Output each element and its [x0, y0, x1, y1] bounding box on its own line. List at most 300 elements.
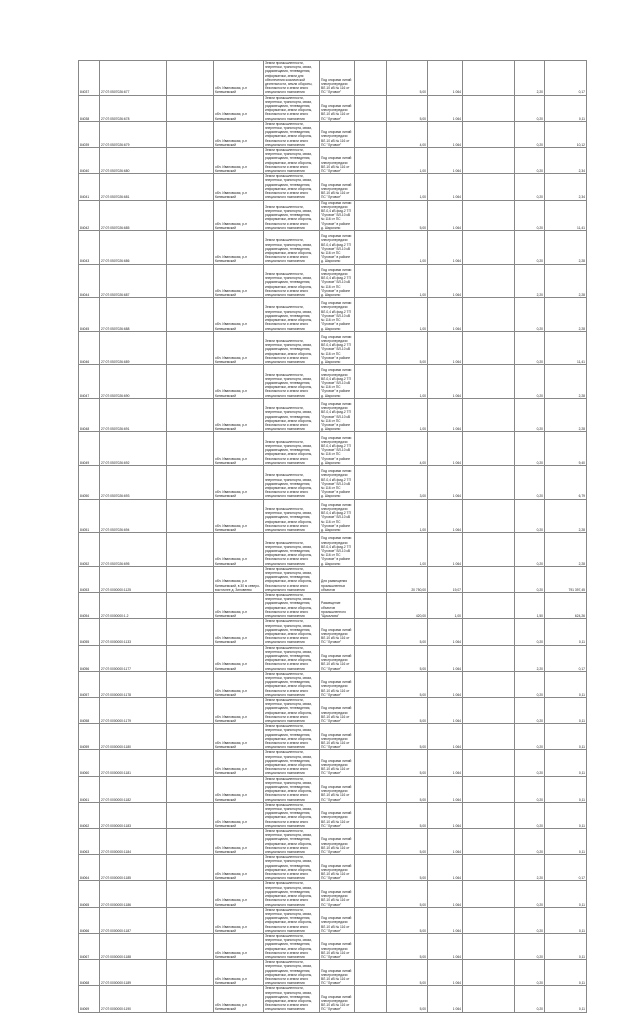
cell-empty	[355, 148, 387, 174]
cell-cad: 27:07:0507026:681	[100, 174, 167, 200]
cell-empty	[463, 148, 515, 174]
cell-loc: обл. Ивановская, р-н Кинешемский	[214, 61, 264, 96]
table-row	[79, 960, 587, 986]
cell-kad: 1 064	[428, 230, 463, 264]
cell-empty	[463, 697, 515, 723]
cell-cad: 27:07:0507026:689	[100, 331, 167, 365]
cell-kad: 1 064	[428, 174, 463, 200]
cell-use: Под опорами линии электропередачи ВЛ-0,4 кВ фид.2 ТП "Луговое" ВЛ-10 кВ № 116 от ПС "Луговое" в районе д. Шарохино	[320, 432, 355, 466]
cell-use: Под опорами линий электропередачи ВЛ-10 кВ № 116 от ПС "Луговое"	[320, 776, 355, 802]
cell-area: 20 750,00	[387, 566, 428, 592]
cell-loc: обл. Ивановская, р-н Кинешемский	[214, 960, 264, 986]
cell-rate: 0,20	[515, 95, 545, 121]
cell-loc: обл. Ивановская, р-н Кинешемский	[214, 398, 264, 432]
land-plots-table	[78, 60, 587, 1013]
cell-cat: Земли промышленности, энергетики, транспорта, связи, радиовещания, телевидения, информатики, земли обороны, безопасности и земли иного специального назначения	[264, 829, 320, 855]
cell-rate: 0,20	[515, 398, 545, 432]
cell-area: 5,00	[387, 933, 428, 959]
cell-empty	[167, 566, 214, 592]
cell-id: 84058	[79, 697, 100, 723]
cell-empty	[463, 960, 515, 986]
cell-empty	[463, 855, 515, 881]
cell-loc: обл. Ивановская, р-н Кинешемский, в 30 м северо-восточнее д. Зиновеево	[214, 566, 264, 592]
register-sheet	[78, 60, 585, 1013]
cell-cad: 27:07:0507026:688	[100, 298, 167, 332]
cell-empty	[167, 907, 214, 933]
cell-kad: 1 064	[428, 697, 463, 723]
cell-id: 84067	[79, 933, 100, 959]
cell-cad: 27:07:0507026:691	[100, 398, 167, 432]
cell-use: Под опорами линий электропередачи ВЛ-10 кВ № 116 от ПС "Луговое"	[320, 986, 355, 1012]
cell-kad: 1 064	[428, 61, 463, 96]
cell-empty	[355, 230, 387, 264]
cell-rate: 0,20	[515, 230, 545, 264]
cell-use: Под опорами линий электропередачи ВЛ-10 кВ № 116 от ПС "Луговое"	[320, 750, 355, 776]
cell-empty	[355, 907, 387, 933]
cell-loc: обл. Ивановская, р-н Кинешемский	[214, 298, 264, 332]
cell-empty	[463, 200, 515, 230]
cell-rate: 0,20	[515, 148, 545, 174]
table-row	[79, 881, 587, 907]
cell-cad: 27:07:0000000:1178	[100, 671, 167, 697]
cell-id: 84054	[79, 593, 100, 619]
cell-cat: Земли промышленности, энергетики, транспорта, связи, радиовещания, телевидения, информатики, земли для обеспечения космической деятельности, земли обороны, безопасности и земли иного специального назначения	[264, 61, 320, 96]
cell-rate: 2,20	[515, 855, 545, 881]
cell-loc: обл. Ивановская, р-н Кинешемский	[214, 174, 264, 200]
cell-area: 5,00	[387, 802, 428, 828]
cell-empty	[355, 432, 387, 466]
table-row	[79, 986, 587, 1012]
cell-use: Под опорами линий электропередачи ВЛ-10 кВ № 116 от ПС "Луговое"	[320, 960, 355, 986]
cell-empty	[167, 881, 214, 907]
cell-kad: 1 064	[428, 933, 463, 959]
cell-empty	[167, 174, 214, 200]
cell-cat: Земли промышленности, энергетики, транспорта, связи, радиовещания, телевидения, информатики, земли обороны, безопасности и земли иного специального назначения	[264, 499, 320, 533]
cell-loc: обл. Ивановская, р-н Кинешемский	[214, 148, 264, 174]
cell-area: 1,00	[387, 264, 428, 298]
cell-empty	[463, 986, 515, 1012]
cell-tax: 2,34	[545, 148, 587, 174]
cell-cad: 27:07:0507026:686	[100, 230, 167, 264]
cell-use: Под опорами линий электропередачи ВЛ-10 кВ № 116 от ПС "Луговое"	[320, 645, 355, 671]
cell-empty	[355, 697, 387, 723]
cell-tax: 2,28	[545, 264, 587, 298]
cell-empty	[463, 881, 515, 907]
cell-tax: 0,11	[545, 724, 587, 750]
cell-empty	[167, 230, 214, 264]
cell-use: Под опорами линий электропередачи ВЛ-10 кВ № 116 от ПС "Луговое"	[320, 881, 355, 907]
cell-empty	[355, 566, 387, 592]
cell-rate: 0,20	[515, 619, 545, 645]
cell-cad: 27:07:0507026:695	[100, 533, 167, 567]
cell-rate: 0,20	[515, 697, 545, 723]
cell-empty	[167, 697, 214, 723]
cell-cat: Земли промышленности, энергетики, транспорта, связи, радиовещания, телевидения, информатики, земли обороны, безопасности и земли иного специального назначения	[264, 398, 320, 432]
cell-cad: 27:07:0000000:1189	[100, 960, 167, 986]
cell-area: 1,00	[387, 398, 428, 432]
cell-area: 5,00	[387, 331, 428, 365]
cell-area: 5,00	[387, 881, 428, 907]
cell-area: 1,00	[387, 499, 428, 533]
cell-cat: Земли промышленности, энергетики, транспорта, связи, радиовещания, телевидения, информатики, земли обороны, безопасности и земли иного специального назначения	[264, 776, 320, 802]
cell-empty	[463, 174, 515, 200]
table-row	[79, 148, 587, 174]
cell-rate: 0,20	[515, 432, 545, 466]
cell-use: Под опорами линии электропередачи ВЛ-0,4 кВ фид.2 ТП "Луговое" ВЛ-10 кВ № 116 от ПС "Луговое" в районе д. Шарохино	[320, 298, 355, 332]
cell-empty	[355, 802, 387, 828]
cell-tax: 10,12	[545, 121, 587, 147]
table-row	[79, 121, 587, 147]
cell-area: 4,00	[387, 432, 428, 466]
cell-empty	[355, 645, 387, 671]
cell-empty	[463, 331, 515, 365]
cell-use: Под опорами линии электропередачи ВЛ-0,4 кВ фид.2 ТП "Луговое" ВЛ-10 кВ № 116 от ПС "Луговое" в районе д. Шарохино	[320, 365, 355, 399]
cell-tax: 0,11	[545, 829, 587, 855]
cell-rate: 2,20	[515, 264, 545, 298]
cell-loc: обл. Ивановская, р-н Кинешемский	[214, 95, 264, 121]
cell-empty	[463, 593, 515, 619]
cell-use: Под опорами линий электропередачи ВЛ-10 кВ № 116 от ПС "Луговое"	[320, 697, 355, 723]
cell-empty	[463, 750, 515, 776]
cell-empty	[463, 432, 515, 466]
cell-empty	[167, 365, 214, 399]
table-row	[79, 298, 587, 332]
cell-id: 84065	[79, 881, 100, 907]
cell-loc: обл. Ивановская, р-н Кинешемский	[214, 802, 264, 828]
cell-id: 84040	[79, 148, 100, 174]
cell-area: 5,00	[387, 645, 428, 671]
cell-id: 84064	[79, 855, 100, 881]
table-row	[79, 697, 587, 723]
cell-loc: обл. Ивановская, р-н Кинешемский	[214, 750, 264, 776]
cell-id: 84043	[79, 230, 100, 264]
cell-id: 84049	[79, 432, 100, 466]
cell-use: Под опорами линий электропередачи ВЛ-10 кВ № 116 от ПС "Луговое"	[320, 61, 355, 96]
table-row	[79, 200, 587, 230]
cell-empty	[355, 776, 387, 802]
cell-cad: 27:07:0507026:685	[100, 200, 167, 230]
cell-cad: 27:07:0000000:1180	[100, 724, 167, 750]
cell-kad: 1 064	[428, 986, 463, 1012]
cell-id: 84066	[79, 907, 100, 933]
cell-id: 84053	[79, 566, 100, 592]
cell-empty	[463, 829, 515, 855]
cell-empty	[167, 264, 214, 298]
cell-cat: Земли промышленности, энергетики, транспорта, связи, радиовещания, телевидения, информатики, земли обороны, безопасности и земли иного специального назначения	[264, 933, 320, 959]
cell-cad: 27:07:0000000:1190	[100, 986, 167, 1012]
cell-kad: 1 064	[428, 855, 463, 881]
cell-empty	[167, 986, 214, 1012]
cell-use: Под опорами линий электропередачи ВЛ-10 кВ № 116 от ПС "Луговое"	[320, 802, 355, 828]
cell-use: Под опорами линий электропередачи ВЛ-10 кВ № 116 от ПС "Луговое"	[320, 619, 355, 645]
cell-empty	[463, 533, 515, 567]
cell-loc: обл. Ивановская, р-н Кинешемский	[214, 331, 264, 365]
table-row	[79, 645, 587, 671]
cell-cat: Земли промышленности, энергетики, транспорта, связи, радиовещания, телевидения, информатики, земли обороны, безопасности и земли иного специального назначения	[264, 960, 320, 986]
cell-area: 5,00	[387, 750, 428, 776]
cell-use: Под опорами линии электропередачи ВЛ-0,4 кВ фид.2 ТП "Луговое" ВЛ-10 кВ № 116 от ПС "Луговое" в районе д. Шарохино	[320, 499, 355, 533]
cell-empty	[463, 724, 515, 750]
cell-cat: Земли промышленности, энергетики, транспорта, связи, радиовещания, телевидения, информатики, земли обороны, безопасности и земли иного специального назначения	[264, 432, 320, 466]
cell-empty	[167, 121, 214, 147]
cell-empty	[167, 499, 214, 533]
cell-loc: обл. Ивановская, р-н Кинешемский	[214, 230, 264, 264]
cell-empty	[463, 121, 515, 147]
cell-loc: обл. Ивановская, р-н Кинешемский	[214, 829, 264, 855]
cell-id: 84038	[79, 95, 100, 121]
cell-cad: 27:07:0507026:677	[100, 61, 167, 96]
cell-cad: 27:07:0507026:694	[100, 499, 167, 533]
cell-tax: 0,11	[545, 95, 587, 121]
cell-kad: 1 064	[428, 802, 463, 828]
cell-cad: 27:07:0507026:693	[100, 466, 167, 500]
cell-tax: 791 397,45	[545, 566, 587, 592]
cell-rate: 0,20	[515, 881, 545, 907]
cell-tax: 2,28	[545, 398, 587, 432]
cell-empty	[167, 802, 214, 828]
cell-kad: 1 064	[428, 829, 463, 855]
cell-empty	[463, 776, 515, 802]
cell-empty	[167, 829, 214, 855]
cell-cad: 27:07:0000000:1185	[100, 855, 167, 881]
cell-empty	[167, 398, 214, 432]
cell-rate: 0,20	[515, 566, 545, 592]
cell-cat: Земли промышленности, энергетики, транспорта, связи, радиовещания, телевидения, информатики, земли обороны, безопасности и земли иного специального назначения	[264, 230, 320, 264]
cell-empty	[167, 750, 214, 776]
cell-rate: 0,20	[515, 533, 545, 567]
cell-tax: 0,11	[545, 776, 587, 802]
table-row	[79, 593, 587, 619]
cell-rate: 0,20	[515, 121, 545, 147]
cell-kad: 1 064	[428, 95, 463, 121]
cell-area: 5,00	[387, 960, 428, 986]
table-row	[79, 933, 587, 959]
cell-cat: Земли промышленности, энергетики, транспорта, связи, радиовещания, телевидения, информатики, земли обороны, безопасности и земли иного специального назначения	[264, 697, 320, 723]
cell-kad: 1 064	[428, 365, 463, 399]
cell-empty	[355, 671, 387, 697]
cell-empty	[355, 829, 387, 855]
cell-cad: 27:07:0507026:687	[100, 264, 167, 298]
cell-cad: 27:07:0000000:1181	[100, 750, 167, 776]
cell-empty	[167, 148, 214, 174]
cell-id: 84042	[79, 200, 100, 230]
cell-use: Под опорами линий электропередачи ВЛ-10 кВ № 116 от ПС "Луговое"	[320, 671, 355, 697]
table-body	[79, 61, 587, 1013]
cell-cad: 27:07:0000000:1.2	[100, 593, 167, 619]
cell-cad: 27:07:0000000:1183	[100, 802, 167, 828]
cell-kad: 1 064	[428, 881, 463, 907]
cell-empty	[355, 298, 387, 332]
cell-rate: 1,50	[515, 593, 545, 619]
cell-id: 84056	[79, 645, 100, 671]
cell-loc: обл. Ивановская, р-н Кинешемский	[214, 619, 264, 645]
cell-use: Размещение объектов промышленного "Щикалова"	[320, 593, 355, 619]
cell-rate: 0,20	[515, 960, 545, 986]
cell-use: Под опорами линий электропередачи ВЛ-10 кВ № 116 от ПС "Луговое"	[320, 121, 355, 147]
cell-cat: Земли промышленности, энергетики, транспорта, связи, радиовещания, телевидения, информатики, земли обороны, безопасности и земли иного специального назначения	[264, 671, 320, 697]
cell-loc: обл. Ивановская, р-н Кинешемский	[214, 697, 264, 723]
cell-empty	[463, 61, 515, 96]
cell-cat: Земли промышленности, энергетики, транспорта, связи, радиовещания, телевидения, информатики, земли обороны, безопасности и земли иного специального назначения	[264, 802, 320, 828]
cell-kad: 1 064	[428, 264, 463, 298]
cell-id: 84060	[79, 750, 100, 776]
cell-empty	[355, 724, 387, 750]
cell-cat: Земли промышленности, энергетики, транспорта, связи, радиовещания, телевидения, информатики, земли обороны, безопасности и земли иного специального назначения	[264, 645, 320, 671]
cell-loc: обл. Ивановская, р-н Кинешемский	[214, 645, 264, 671]
cell-rate: 0,20	[515, 750, 545, 776]
cell-kad: 1 064	[428, 776, 463, 802]
cell-empty	[355, 533, 387, 567]
cell-use: Под опорами линии электропередачи ВЛ-0,4 кВ фид.2 ТП "Луговое" ВЛ-10 кВ № 116 от ПС "Луговое" в районе д. Шарохино	[320, 200, 355, 230]
cell-area: 5,00	[387, 724, 428, 750]
cell-cat: Земли промышленности, энергетики, транспорта, связи, радиовещания, телевидения, информатики, земли обороны, безопасности и земли иного специального назначения	[264, 331, 320, 365]
cell-rate: 0,20	[515, 933, 545, 959]
cell-area: 1,00	[387, 365, 428, 399]
cell-empty	[355, 398, 387, 432]
cell-id: 84048	[79, 398, 100, 432]
cell-id: 84037	[79, 61, 100, 96]
table-row	[79, 855, 587, 881]
cell-empty	[167, 432, 214, 466]
cell-cat: Земли промышленности, энергетики, транспорта, связи, радиовещания, телевидения, информатики, земли обороны, безопасности и земли иного специального назначения	[264, 907, 320, 933]
cell-cat: Земли промышленности, энергетики, транспорта, связи, радиовещания, телевидения, информатики, земли обороны, безопасности и земли иного специального назначения	[264, 264, 320, 298]
cell-empty	[355, 200, 387, 230]
cell-kad: 1 064	[428, 960, 463, 986]
table-row	[79, 365, 587, 399]
cell-area: 3,00	[387, 466, 428, 500]
cell-empty	[167, 95, 214, 121]
cell-id: 84055	[79, 619, 100, 645]
cell-cat: Земли промышленности, энергетики, транспорта, связи, радиовещания, телевидения, информатики, земли обороны, безопасности и земли иного специального назначения	[264, 986, 320, 1012]
cell-empty	[355, 933, 387, 959]
cell-loc: обл. Ивановская, р-н Кинешемский	[214, 365, 264, 399]
cell-kad: 1 064	[428, 200, 463, 230]
cell-tax: 0,11	[545, 671, 587, 697]
cell-kad: 1 064	[428, 432, 463, 466]
cell-use: Под опорами линий электропередачи ВЛ-10 кВ № 116 от ПС "Луговое"	[320, 933, 355, 959]
cell-empty	[167, 466, 214, 500]
cell-empty	[167, 298, 214, 332]
cell-rate: 0,20	[515, 200, 545, 230]
cell-area: 5,00	[387, 776, 428, 802]
cell-kad: 1,00	[428, 593, 463, 619]
cell-kad: 19,07	[428, 566, 463, 592]
cell-tax: 0,11	[545, 907, 587, 933]
cell-tax: 2,28	[545, 533, 587, 567]
cell-empty	[463, 264, 515, 298]
cell-area: 5,00	[387, 200, 428, 230]
cell-use: Под опорами линии электропередачи ВЛ-0,4 кВ фид.2 ТП "Луговое" ВЛ-10 кВ № 116 от ПС "Луговое" в районе д. Шарохино	[320, 230, 355, 264]
cell-empty	[463, 230, 515, 264]
cell-cat: Земли промышленности, энергетики, транспорта, связи, радиовещания, телевидения, информатики, земли обороны, безопасности и земли иного специального назначения	[264, 95, 320, 121]
cell-cad: 27:07:0000000:1187	[100, 907, 167, 933]
cell-kad: 1 064	[428, 671, 463, 697]
cell-kad: 1 064	[428, 466, 463, 500]
cell-tax: 11,41	[545, 200, 587, 230]
cell-loc: обл. Ивановская, р-н Кинешемский	[214, 881, 264, 907]
cell-empty	[463, 466, 515, 500]
cell-tax: 2,28	[545, 298, 587, 332]
cell-rate: 0,20	[515, 776, 545, 802]
cell-empty	[167, 855, 214, 881]
cell-tax: 0,11	[545, 986, 587, 1012]
cell-area: 5,00	[387, 619, 428, 645]
table-row	[79, 619, 587, 645]
cell-empty	[463, 671, 515, 697]
table-row	[79, 174, 587, 200]
cell-rate: 0,20	[515, 829, 545, 855]
cell-tax: 9,40	[545, 432, 587, 466]
cell-kad: 1 064	[428, 645, 463, 671]
cell-empty	[355, 960, 387, 986]
cell-empty	[355, 331, 387, 365]
cell-empty	[355, 61, 387, 96]
cell-tax: 0,17	[545, 61, 587, 96]
cell-loc: обл. Ивановская, р-н Кинешемский	[214, 855, 264, 881]
cell-area: 5,00	[387, 61, 428, 96]
table-row	[79, 671, 587, 697]
cell-id: 84062	[79, 802, 100, 828]
cell-id: 84061	[79, 776, 100, 802]
cell-area: 5,00	[387, 986, 428, 1012]
cell-cat: Земли промышленности, энергетики, транспорта, связи, радиовещания, телевидения, информатики, земли обороны, безопасности и земли иного специального назначения	[264, 298, 320, 332]
cell-id: 84052	[79, 533, 100, 567]
cell-id: 84041	[79, 174, 100, 200]
cell-tax: 0,11	[545, 802, 587, 828]
cell-empty	[463, 398, 515, 432]
cell-cad: 27:07:0507026:679	[100, 121, 167, 147]
cell-use: Под опорами линии электропередачи ВЛ-0,4 кВ фид.2 ТП "Луговое" ВЛ-10 кВ № 116 от ПС "Луговое" в районе д. Шарохино	[320, 533, 355, 567]
cell-tax: 0,17	[545, 855, 587, 881]
cell-empty	[463, 907, 515, 933]
cell-cad: 27:07:0507026:692	[100, 432, 167, 466]
cell-cad: 27:07:0507026:690	[100, 365, 167, 399]
cell-area: 1,00	[387, 298, 428, 332]
cell-loc: обл. Ивановская, р-н Кинешемский	[214, 499, 264, 533]
table-row	[79, 566, 587, 592]
cell-cad: 27:07:0000000:1177	[100, 645, 167, 671]
cell-empty	[355, 499, 387, 533]
cell-area: 5,00	[387, 95, 428, 121]
cell-id: 84045	[79, 298, 100, 332]
cell-empty	[167, 645, 214, 671]
cell-cad: 27:07:0000000:1186	[100, 881, 167, 907]
cell-id: 84050	[79, 466, 100, 500]
cell-empty	[355, 365, 387, 399]
cell-empty	[167, 593, 214, 619]
cell-rate: 0,20	[515, 174, 545, 200]
cell-rate: 0,20	[515, 986, 545, 1012]
cell-id: 84046	[79, 331, 100, 365]
cell-id: 84063	[79, 829, 100, 855]
table-row	[79, 331, 587, 365]
table-row	[79, 907, 587, 933]
cell-rate: 0,20	[515, 802, 545, 828]
cell-kad: 1 064	[428, 907, 463, 933]
cell-cad: 27:07:0507026:678	[100, 95, 167, 121]
cell-kad: 1 064	[428, 499, 463, 533]
cell-use: Для размещения промышленных объектов	[320, 566, 355, 592]
cell-empty	[463, 298, 515, 332]
cell-area: 1,00	[387, 174, 428, 200]
cell-area: 5,00	[387, 855, 428, 881]
cell-cat: Земли промышленности, энергетики, транспорта, связи, радиовещания, телевидения, информатики, земли обороны, безопасности и земли иного специального назначения	[264, 855, 320, 881]
cell-cat: Земли промышленности, энергетики, транспорта, связи, радиовещания, телевидения, информатики, земли обороны, безопасности и земли иного специального назначения	[264, 724, 320, 750]
cell-loc: обл. Ивановская, р-н Кинешемский	[214, 466, 264, 500]
cell-empty	[167, 960, 214, 986]
cell-empty	[463, 619, 515, 645]
cell-kad: 1 064	[428, 148, 463, 174]
